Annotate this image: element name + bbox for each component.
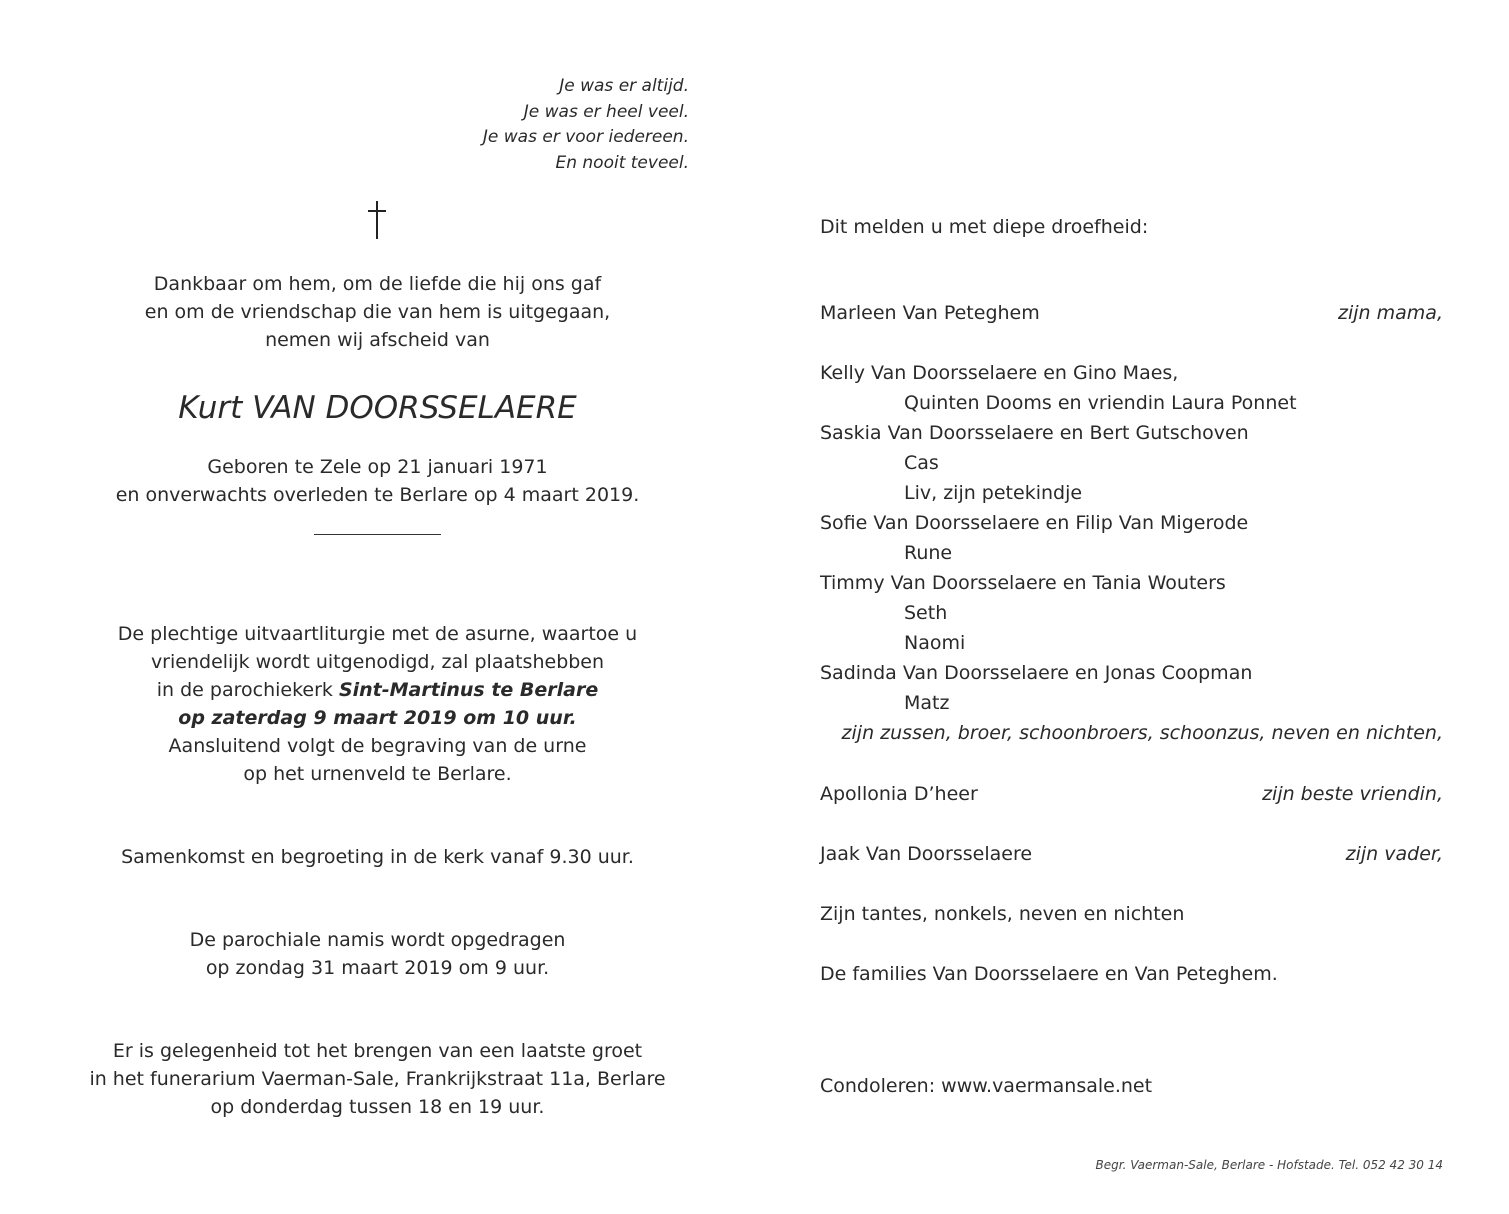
family-line — [820, 358, 1443, 388]
birth-line: Geboren te Zele op 21 januari 1971 — [207, 456, 548, 478]
poem-line: Je was er heel veel. — [523, 101, 689, 122]
death-line: en onverwachts overleden te Berlare op 4 maart 2019. — [115, 484, 640, 506]
funeral-line: Aansluitend volgt de begraving van de urne — [168, 735, 587, 757]
family-line — [820, 538, 1443, 568]
friend-row — [820, 779, 1443, 809]
friend-relation: zijn beste vriendin, — [1262, 783, 1443, 805]
siblings-relation: zijn zussen, broer, schoonbroers, schoonzus, neven en nichten, — [841, 722, 1443, 744]
farewell-line: op donderdag tussen 18 en 19 uur. — [210, 1096, 545, 1118]
intro-line: Dankbaar om hem, om de liefde die hij ons gaf — [153, 273, 602, 295]
mass-line: op zondag 31 maart 2019 om 9 uur. — [205, 957, 550, 979]
deceased-name: Kurt VAN DOORSSELAERE — [178, 390, 577, 426]
birth-death-text — [60, 453, 695, 509]
funeral-line: vriendelijk wordt uitgenodigd, zal plaatshebben — [150, 651, 605, 673]
families-line: De families Van Doorsselaere en Van Peteghem. — [820, 963, 1278, 985]
father-row — [820, 839, 1443, 869]
intro-text — [60, 270, 695, 354]
family-line — [820, 658, 1443, 688]
family-name: Timmy Van Doorsselaere en Tania Wouters — [820, 572, 1226, 594]
church-name: Sint-Martinus te Berlare — [338, 679, 599, 701]
funeral-home-footer: Begr. Vaerman-Sale, Berlare - Hofstade. Tel. 052 42 30 14 — [1095, 1158, 1443, 1172]
funeral-info — [60, 620, 695, 788]
family-line — [820, 598, 1443, 628]
mother-name: Marleen Van Peteghem — [820, 302, 1040, 324]
mass-text — [60, 926, 695, 982]
family-name: Sofie Van Doorsselaere en Filip Van Migerode — [820, 512, 1249, 534]
poem-line: Je was er altijd. — [559, 76, 689, 96]
divider — [314, 534, 441, 535]
family-name: Naomi — [904, 632, 966, 654]
family-name: Seth — [904, 602, 948, 624]
family-name: Kelly Van Doorsselaere en Gino Maes, — [820, 362, 1179, 384]
family-line — [820, 508, 1443, 538]
funeral-line — [60, 676, 695, 704]
mother-row — [820, 298, 1443, 328]
family-line — [820, 418, 1443, 448]
family-name: Sadinda Van Doorsselaere en Jonas Coopman — [820, 662, 1253, 684]
farewell-line: Er is gelegenheid tot het brengen van een laatste groet — [112, 1040, 643, 1062]
family-line — [820, 688, 1443, 718]
farewell-text — [60, 1037, 695, 1121]
family-name: Rune — [904, 542, 953, 564]
announcement-heading: Dit melden u met diepe droefheid: — [820, 216, 1149, 238]
farewell-line: in het funerarium Vaerman-Sale, Frankrijkstraat 11a, Berlare — [89, 1068, 666, 1090]
mother-relation: zijn mama, — [1338, 302, 1443, 324]
gathering-text: Samenkomst en begroeting in de kerk vanaf 9.30 uur. — [121, 846, 634, 868]
family-name: Cas — [904, 452, 939, 474]
poem — [483, 74, 689, 176]
intro-line: nemen wij afscheid van — [265, 329, 490, 351]
church-prefix: in de parochiekerk — [156, 679, 339, 701]
funeral-date: op zaterdag 9 maart 2019 om 10 uur. — [178, 707, 577, 729]
family-name: Matz — [904, 692, 950, 714]
family-line — [820, 568, 1443, 598]
father-name: Jaak Van Doorsselaere — [820, 843, 1033, 865]
condolences-line: Condoleren: www.vaermansale.net — [820, 1075, 1153, 1097]
funeral-line: op het urnenveld te Berlare. — [243, 763, 512, 785]
cross-icon — [365, 200, 389, 240]
family-name: Saskia Van Doorsselaere en Bert Gutschoven — [820, 422, 1249, 444]
funeral-line: De plechtige uitvaartliturgie met de asurne, waartoe u — [117, 623, 638, 645]
family-line — [820, 448, 1443, 478]
family-line — [820, 478, 1443, 508]
family-name: Liv, zijn petekindje — [904, 482, 1083, 504]
poem-line: En nooit teveel. — [555, 152, 689, 173]
intro-line: en om de vriendschap die van hem is uitgegaan, — [144, 301, 611, 323]
family-name: Quinten Dooms en vriendin Laura Ponnet — [904, 392, 1297, 414]
aunts-line: Zijn tantes, nonkels, neven en nichten — [820, 903, 1185, 925]
poem-line: Je was er voor iedereen. — [482, 127, 689, 147]
mass-line: De parochiale namis wordt opgedragen — [189, 929, 566, 951]
father-relation: zijn vader, — [1345, 843, 1443, 865]
friend-name: Apollonia D’heer — [820, 783, 978, 805]
family-line — [820, 388, 1443, 418]
family-line — [820, 628, 1443, 658]
